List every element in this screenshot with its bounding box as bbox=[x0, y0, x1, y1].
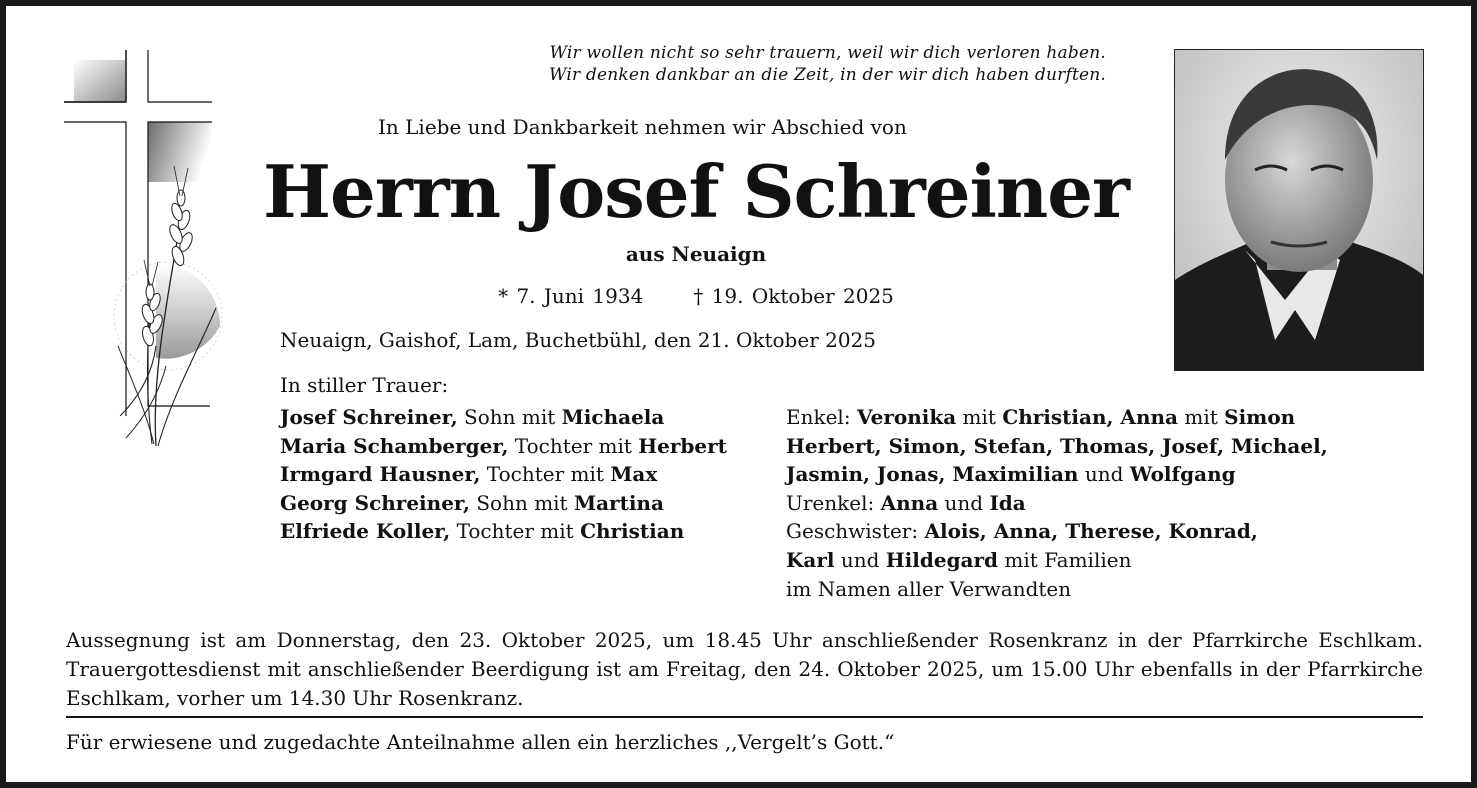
intro-text: In Liebe und Dankbarkeit nehmen wir Abschied von bbox=[378, 115, 907, 139]
life-dates bbox=[446, 284, 946, 308]
birth-date: * 7. Juni 1934 bbox=[498, 284, 644, 308]
place-date: Neuaign, Gaishof, Lam, Buchetbühl, den 21. Oktober 2025 bbox=[280, 328, 877, 352]
grandchildren-line-3: Jasmin, Jonas, Maximilian und Wolfgang bbox=[786, 462, 1236, 487]
origin: aus Neuaign bbox=[625, 242, 767, 266]
divider bbox=[66, 716, 1423, 718]
all-relatives: im Namen aller Verwandten bbox=[786, 576, 1072, 601]
list-item: Maria Schamberger, Tochter mit Herbert bbox=[280, 433, 727, 458]
cross-wheat-icon bbox=[60, 46, 230, 456]
deceased-name: Herrn Josef Schreiner bbox=[263, 149, 1129, 234]
service-info: Aussegnung ist am Donnerstag, den 23. Oktober 2025, um 18.45 Uhr anschließender Rosenkranz in der Pfarrkirche Eschlkam. Trauergottesdienst mit anschließender Beerdigung ist am Freitag, den 24. Oktober 2025, um 15.00 Uhr ebenfalls in der Pfarrkirche Eschlkam, vorher um 14.30 Uhr Rosenkranz. bbox=[66, 628, 1423, 710]
mourning-label: In stiller Trauer: bbox=[280, 373, 449, 397]
verse-line-2: Wir denken dankbar an die Zeit, in der wir dich haben durften. bbox=[548, 65, 1106, 85]
siblings-line-2: Karl und Hildegard mit Familien bbox=[786, 547, 1132, 572]
list-item: Elfriede Koller, Tochter mit Christian bbox=[280, 519, 685, 544]
verse-line-1: Wir wollen nicht so sehr trauern, weil wir dich verloren haben. bbox=[549, 43, 1106, 63]
children-list bbox=[280, 403, 727, 546]
great-grandchildren: Urenkel: Anna und Ida bbox=[786, 490, 1026, 515]
grandchildren-line-2: Herbert, Simon, Stefan, Thomas, Josef, Michael, bbox=[786, 433, 1328, 458]
portrait-photo bbox=[1174, 49, 1424, 371]
grandchildren-line-1: Enkel: Veronika mit Christian, Anna mit Simon bbox=[786, 405, 1296, 429]
thanks-text: Für erwiesene und zugedachte Anteilnahme allen ein herzliches ,,Vergelt’s Gott.“ bbox=[66, 730, 895, 754]
list-item: Josef Schreiner, Sohn mit Michaela bbox=[280, 405, 665, 429]
relatives-list bbox=[786, 403, 1328, 603]
list-item: Irmgard Hausner, Tochter mit Max bbox=[280, 462, 658, 487]
portrait-icon bbox=[1175, 50, 1423, 370]
siblings-line-1: Geschwister: Alois, Anna, Therese, Konrad, bbox=[786, 519, 1258, 544]
death-date: † 19. Oktober 2025 bbox=[693, 284, 894, 308]
list-item: Georg Schreiner, Sohn mit Martina bbox=[280, 490, 664, 515]
